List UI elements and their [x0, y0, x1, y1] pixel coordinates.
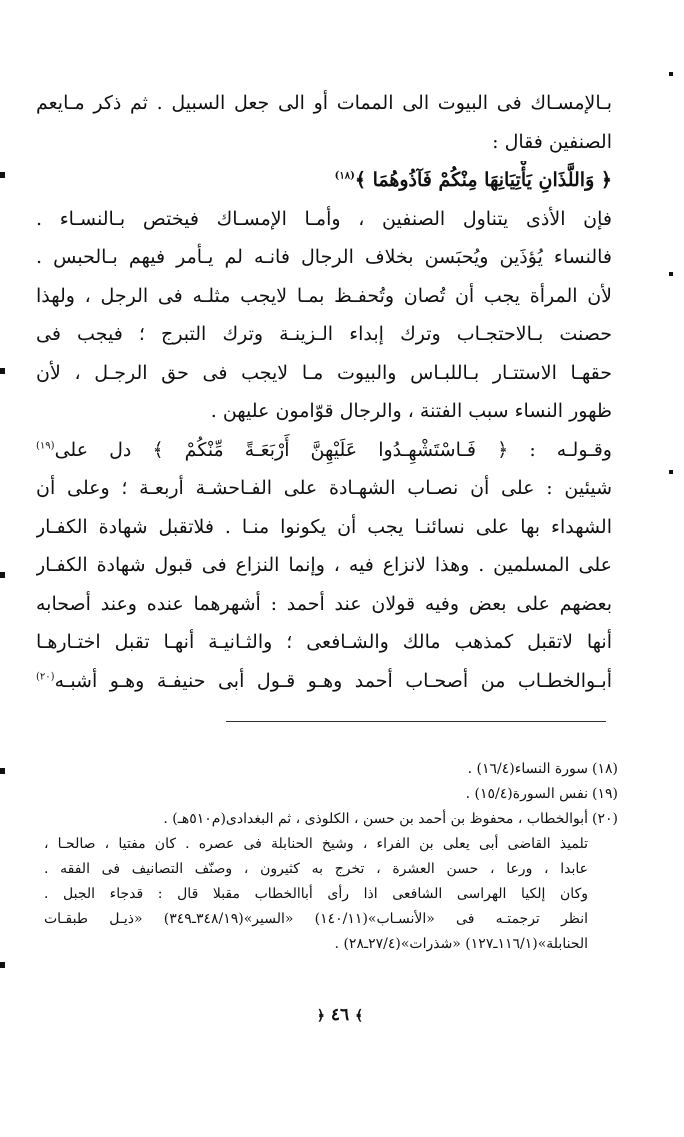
- footnote-20-line-6: الحنابلة»(١١٦/١ـ١٢٧) «شذرات»(٢٧/٤ـ٢٨) .: [334, 936, 588, 952]
- ornament-icon: ﴾: [355, 1008, 364, 1024]
- page-number-value: ٤٦: [330, 1005, 350, 1025]
- footnote-text: أبوالخطاب ، محفوظ بن أحمد بن حسن ، الكلوذى ، ثم البغدادى(م٥١٠هـ) .: [163, 811, 588, 827]
- scan-mark: [0, 172, 5, 178]
- footnote-20: [44, 807, 618, 832]
- scan-mark: [669, 272, 673, 276]
- verse-line-1: [36, 161, 612, 200]
- text-line-15: أنها لاتقبل كمذهب مالك والشـافعى ؛ والثـانيـة أنهـا تقبل اختـارهـا: [36, 631, 612, 653]
- quran-verse: ﴿ وَاللَّذَانِ يَأْتِيَانِهَا مِنْكُمْ فَآذُوهُمَا ﴾: [354, 169, 612, 191]
- text-line-16: [36, 662, 612, 701]
- text-line-9: ظهور النساء سبب الفتنة ، والرجال قوّامون عليهن .: [210, 400, 612, 422]
- footnote-ref-19: (١٩): [36, 440, 55, 452]
- scan-mark: [0, 768, 5, 774]
- main-text: [36, 84, 612, 700]
- text-line-11: شيئين : على أن نصـاب الشهـادة على الفـاحشـة أربعـة ؛ وعلى أن: [36, 477, 612, 499]
- footnote-19: [44, 782, 618, 807]
- text-line-5: فالنساء يُؤذَين ويُحبَسن بخلاف الرجال فانـه لم يـأمر فيهم بـالحبس .: [36, 246, 612, 268]
- text-line-13: على المسلمين . وهذا لانزاع فيه ، وإنما النزاع فى قبول شهادة الكفـار: [36, 554, 612, 576]
- footnote-20-line-4: وكان إلكيا الهراسى الشافعى اذا رأى أباالخطاب مقبلا قال : قدجاء الجبل .: [44, 886, 588, 902]
- verse-line-2: [36, 431, 612, 470]
- footnote-20-line-3: عابدا ، ورعا ، حسن العشرة ، تخرج به كثيرون ، وصنّف التصانيف فى الفقه .: [44, 861, 588, 877]
- scan-mark: [0, 962, 5, 968]
- scan-mark: [0, 368, 5, 374]
- footnote-text: سورة النساء(١٦/٤) .: [467, 761, 588, 777]
- scan-mark: [669, 470, 673, 474]
- footnote-separator: [226, 721, 606, 722]
- ornament-icon: ﴿: [316, 1008, 325, 1024]
- page-number: [300, 1005, 380, 1025]
- text-line-2: الصنفين فقال :: [492, 130, 612, 153]
- footnote-ref-20: (٢٠): [36, 671, 55, 683]
- text-line-6: لأن المرأة يجب أن تُصان وتُحفـظ بمـا لايجب مثلـه فى الرجل ، ولهذا: [36, 284, 612, 307]
- text-line-1: بـالإمسـاك فى البيوت الى الممات أو الى جعل السبيل . ثم ذكر مـايعم: [36, 92, 612, 114]
- text-line-16-content: أبـوالخطـاب من أصحـاب أحمد وهـو قـول أبى حنيفـة وهـو أشبـه: [54, 669, 612, 692]
- text-line-4: فإن الأذى يتناول الصنفين ، وأمـا الإمسـاك فيختص بـالنسـاء .: [36, 207, 612, 230]
- scan-mark: [669, 72, 673, 76]
- footnote-number: (١٨): [592, 761, 618, 777]
- footnote-20-line-2: تلميذ القاضى أبى يعلى بن الفراء ، وشيخ الحنابلة فى عصره . كان مفتيا ، صالحـا ،: [44, 836, 588, 852]
- footnote-18: [44, 757, 618, 782]
- footnote-text: نفس السورة(١٥/٤) .: [465, 786, 588, 802]
- footnote-number: (١٩): [592, 786, 618, 802]
- scan-mark: [0, 572, 5, 578]
- quran-verse-2: وقـولـه : ﴿ فَـاسْتَشْهِـدُوا عَلَيْهِنَّ أَرْبَعَـةً مِّنْكُمْ ﴾ دل على: [54, 438, 612, 461]
- text-line-8: حقهـا الاستتـار بـاللبـاس والبيوت مـا لايجب فى حق الرجـل ، لأن: [36, 361, 612, 384]
- footnote-20-line-5: انظر ترجمتـه فى «الأنسـاب»(١٤٠/١١) «السير»(٣٤٨/١٩ـ٣٤٩) «ذيـل طبقـات: [44, 911, 589, 927]
- text-line-7: حصنت بـالاحتجـاب وترك إبداء الـزينـة وترك التبرج ؛ فيجب فى: [36, 323, 612, 345]
- footnote-ref-18: (١٨): [334, 170, 355, 182]
- text-line-14: بعضهم على بعض وفيه قولان عند أحمد : أشهرهما عنده وعند أصحابه: [36, 592, 612, 615]
- text-line-12: الشهداء بها على نسائنـا يجب أن يكونوا منـا . فلاتقبل شهادة الكفـار: [36, 515, 612, 538]
- footnote-number: (٢٠): [592, 811, 618, 827]
- footnotes: [44, 757, 618, 957]
